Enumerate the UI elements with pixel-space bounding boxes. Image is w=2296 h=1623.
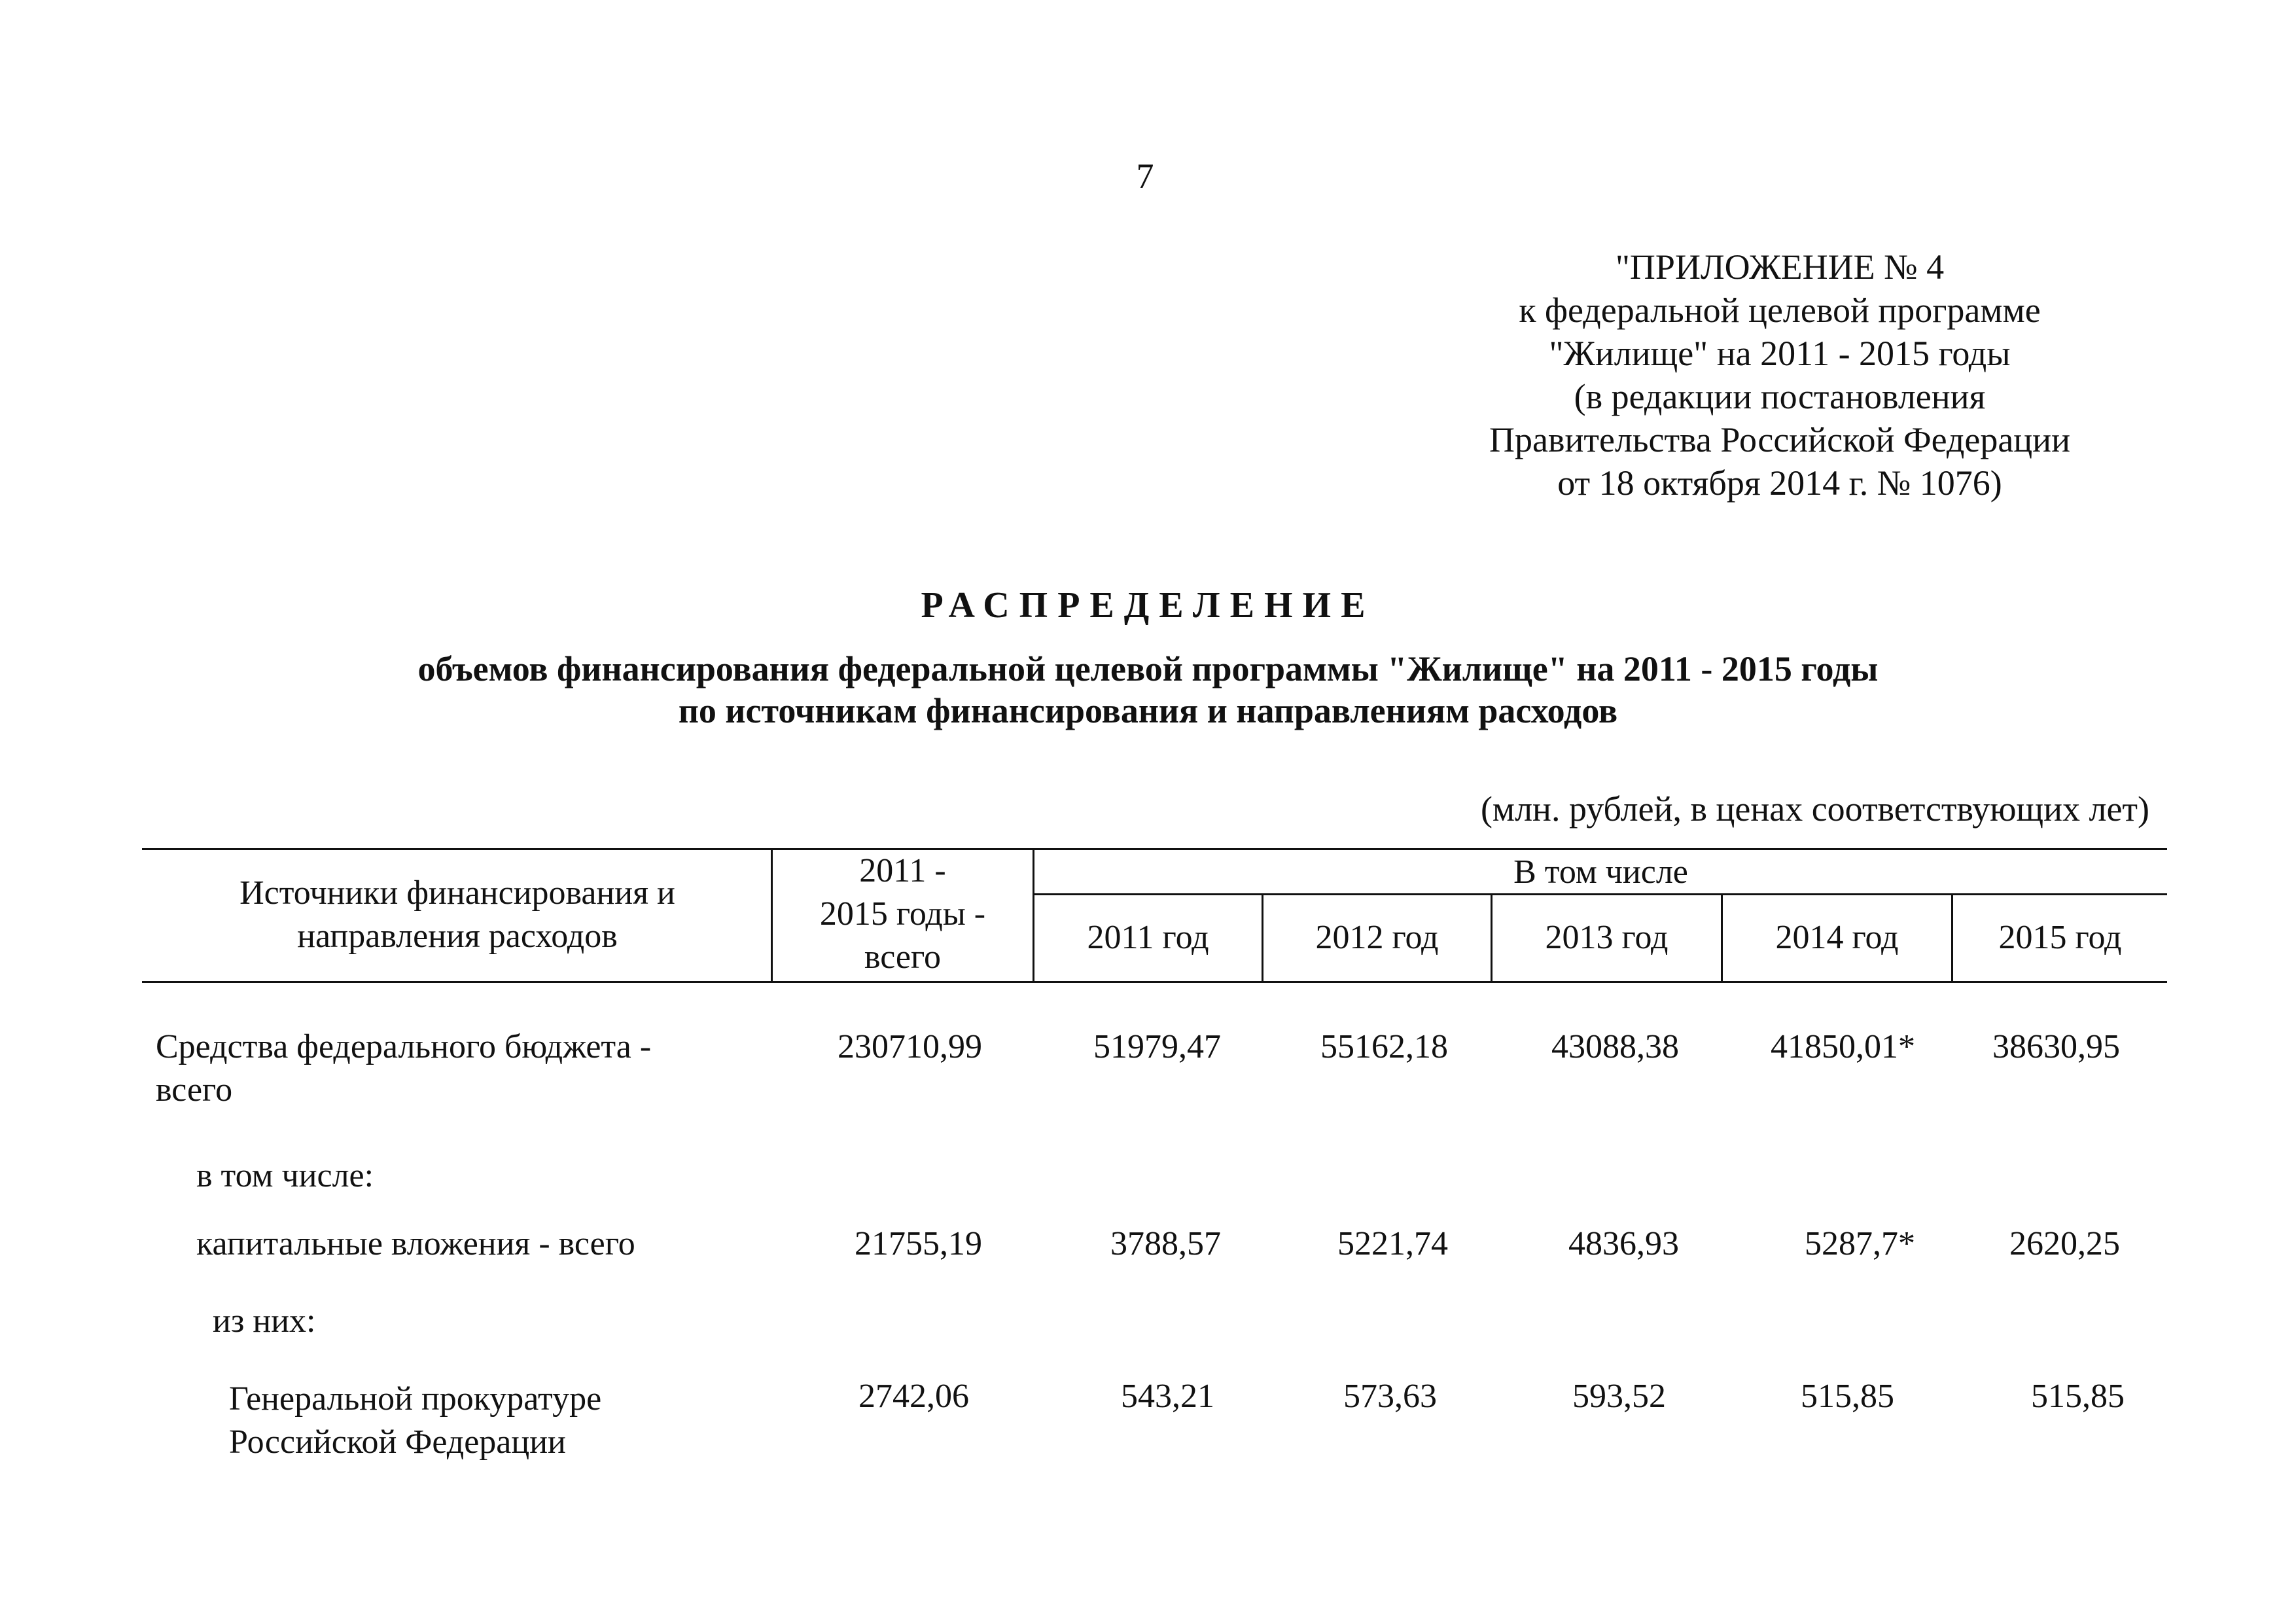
header-including: В том числе — [1513, 853, 1688, 891]
row-label-line: Генеральной прокуратуре — [229, 1380, 602, 1418]
appendix-line: "Жилище" на 2011 - 2015 годы — [1549, 334, 2011, 373]
document-title: РАСПРЕДЕЛЕНИЕ — [921, 585, 1375, 626]
row-total: 2742,06 — [858, 1378, 969, 1415]
document-subtitle — [0, 648, 2296, 732]
row-label: из них: — [213, 1302, 316, 1340]
appendix-line: Правительства Российской Федерации — [1489, 420, 2070, 459]
header-total-line: всего — [864, 938, 942, 976]
header-source — [144, 872, 771, 958]
row-value: 3788,57 — [1110, 1225, 1221, 1262]
header-total — [773, 849, 1033, 979]
row-value: 51979,47 — [1093, 1028, 1221, 1065]
row-value: 43088,38 — [1551, 1028, 1679, 1065]
row-value: 38630,95 — [1992, 1028, 2120, 1065]
row-label — [156, 1026, 771, 1112]
row-total: 230710,99 — [838, 1028, 982, 1065]
table-top-rule — [142, 848, 2167, 850]
header-year: 2011 год — [1087, 919, 1209, 956]
appendix-line: (в редакции постановления — [1574, 377, 1986, 416]
row-label-line: Средства федерального бюджета - — [156, 1028, 652, 1065]
units-note: (млн. рублей, в ценах соответствующих лет) — [1480, 789, 2149, 829]
subtitle-line: по источникам финансирования и направлениям расходов — [678, 691, 1618, 730]
row-value: 2620,25 — [2009, 1225, 2120, 1262]
row-value: 5221,74 — [1337, 1225, 1448, 1262]
subtitle-line: объемов финансирования федеральной целевой программы "Жилище" на 2011 - 2015 годы — [417, 649, 1879, 688]
row-value: 543,21 — [1121, 1378, 1214, 1415]
row-value: 55162,18 — [1320, 1028, 1448, 1065]
row-value: 515,85 — [1801, 1378, 1894, 1415]
appendix-header — [1407, 245, 2153, 505]
header-total-line: 2015 годы - — [819, 895, 986, 933]
row-value: 5287,7* — [1805, 1225, 1915, 1262]
row-label — [229, 1378, 766, 1464]
row-label-line: всего — [156, 1071, 233, 1109]
header-year: 2015 год — [1998, 919, 2122, 956]
row-value: 4836,93 — [1568, 1225, 1679, 1262]
row-label: в том числе: — [196, 1157, 374, 1194]
header-total-line: 2011 - — [859, 852, 946, 889]
header-source-line: направления расходов — [297, 918, 618, 955]
header-source-line: Источники финансирования и — [239, 874, 675, 912]
header-year: 2012 год — [1315, 919, 1439, 956]
row-value: 573,63 — [1343, 1378, 1437, 1415]
header-bottom-rule — [142, 981, 2167, 983]
header-year: 2014 год — [1775, 919, 1899, 956]
row-label: капитальные вложения - всего — [196, 1225, 635, 1262]
appendix-line: к федеральной целевой программе — [1519, 291, 2041, 330]
row-value: 593,52 — [1572, 1378, 1666, 1415]
row-value: 515,85 — [2031, 1378, 2125, 1415]
appendix-line: от 18 октября 2014 г. № 1076) — [1557, 463, 2002, 503]
row-total: 21755,19 — [855, 1225, 982, 1262]
row-value: 41850,01* — [1771, 1028, 1915, 1065]
header-year: 2013 год — [1545, 919, 1669, 956]
appendix-line: "ПРИЛОЖЕНИЕ № 4 — [1615, 247, 1945, 287]
row-label-line: Российской Федерации — [229, 1423, 566, 1461]
page-number: 7 — [1136, 156, 1154, 196]
